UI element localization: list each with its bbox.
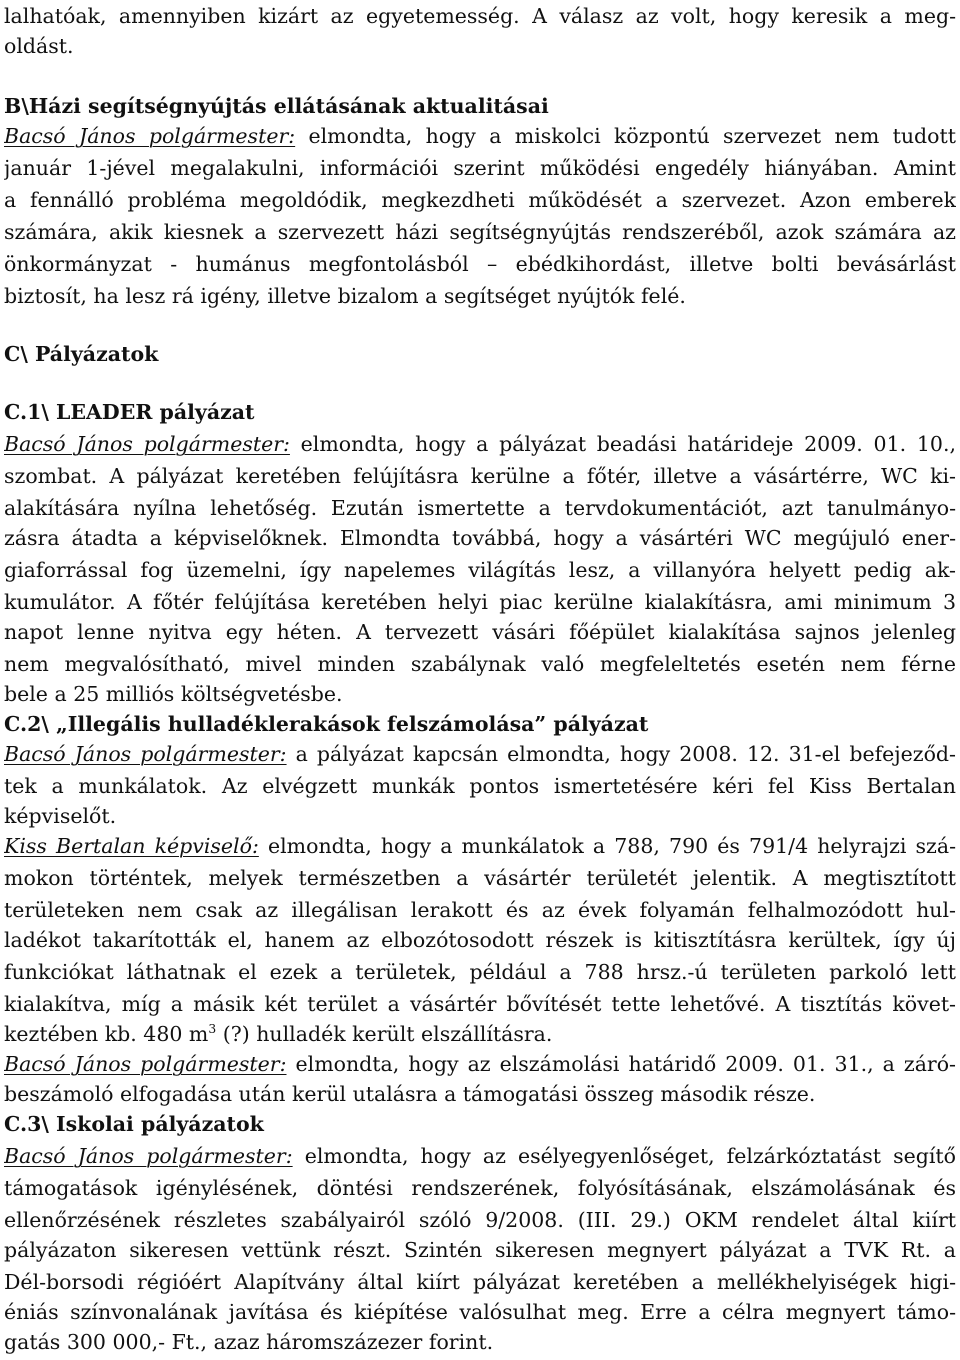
speaker-text: a pályázat kapcsán elmondta, hogy 2008. 12. 31-el befejeződ- (286, 742, 956, 766)
paragraph-line: giaforrással fog üzemelni, így napelemes világítás lesz, a villanyóra helyett pedig ak- (4, 558, 956, 582)
speaker-text: elmondta, hogy az esélyegyenlőséget, felzárkóztatást segítő (292, 1144, 956, 1168)
paragraph-line: kumulátor. A főtér felújítása keretében helyi piac kerülne kialakításra, ami minimum 3 (4, 590, 956, 614)
speaker-name: Bacsó János polgármester: (4, 1144, 293, 1168)
line-text: keztében kb. 480 m (4, 1022, 209, 1046)
paragraph-line: szombat. A pályázat keretében felújításra kerülne a főtér, illetve a vásártérre, WC ki- (4, 464, 956, 488)
paragraph-line: pályázaton sikeresen vettünk részt. Szintén sikeresen megnyert pályázat a TVK Rt. a (4, 1238, 956, 1262)
paragraph-line: január 1-jével megalakulni, információi szerint működési engedély hiányában. Amint (4, 156, 956, 180)
paragraph-line (4, 1020, 956, 1050)
paragraph-line: képviselőt. (4, 804, 117, 828)
paragraph-line: zásra átadta a képviselőknek. Elmondta továbbá, hogy a vásártéri WC megújuló ener- (4, 526, 956, 550)
paragraph-line: számára, akik kiesnek a szervezett házi segítségnyújtás rendszeréből, azok számára az (4, 220, 956, 244)
paragraph-line (4, 832, 956, 862)
paragraph-line (4, 430, 956, 460)
superscript: 3 (208, 1022, 217, 1037)
subsection-heading-c2: C.2\ „Illegális hulladéklerakások felszámolása” pályázat (4, 712, 649, 736)
section-heading-c: C\ Pályázatok (4, 342, 159, 366)
paragraph-line: beszámoló elfogadása után kerül utalásra a támogatási összeg második része. (4, 1082, 816, 1106)
paragraph-line: gatás 300 000,- Ft., azaz háromszázezer forint. (4, 1330, 494, 1354)
paragraph-line: nem megvalósítható, mivel minden szabálynak való megfeleltetés esetén nem férne (4, 652, 956, 676)
paragraph-line (4, 1142, 956, 1172)
paragraph-line: biztosít, ha lesz rá igény, illetve bizalom a segítséget nyújtók felé. (4, 284, 686, 308)
paragraph-line: oldást. (4, 34, 74, 58)
speaker-text: elmondta, hogy a pályázat beadási határideje 2009. 01. 10., (289, 432, 956, 456)
paragraph-line: bele a 25 milliós költségvetésbe. (4, 682, 343, 706)
subsection-heading-c3: C.3\ Iskolai pályázatok (4, 1112, 264, 1136)
paragraph-line: lalhatóak, amennyiben kizárt az egyetemesség. A válasz az volt, hogy keresik a meg- (4, 4, 956, 28)
speaker-name: Bacsó János polgármester: (4, 432, 290, 456)
speaker-text: elmondta, hogy az elszámolási határidő 2009. 01. 31., a záró- (286, 1052, 956, 1076)
speaker-text: elmondta, hogy a miskolci központú szervezet nem tudott (295, 124, 956, 148)
section-heading-b: B\Házi segítségnyújtás ellátásának aktualitásai (4, 94, 549, 118)
speaker-text: elmondta, hogy a munkálatok a 788, 790 és 791/4 helyrajzi szá- (258, 834, 956, 858)
paragraph-line: napot lenne nyitva egy héten. A tervezett vásári főépület kialakítása sajnos jelenleg (4, 620, 956, 644)
speaker-name: Kiss Bertalan képviselő: (4, 834, 259, 858)
speaker-name: Bacsó János polgármester: (4, 1052, 287, 1076)
paragraph-line: területeken nem csak az illegálisan lerakott és az évek folyamán felhalmozódott hul- (4, 898, 956, 922)
paragraph-line (4, 740, 956, 770)
paragraph-line: ladékot takarították el, hanem az elbozótosodott részek is kitisztításra kerültek, így új (4, 928, 956, 952)
paragraph-line: önkormányzat - humánus megfontolásból – ebédkihordást, illetve bolti bevásárlást (4, 252, 956, 276)
paragraph-line: ellenőrzésének részletes szabályairól szóló 9/2008. (III. 29.) OKM rendelet által kiírt (4, 1208, 956, 1232)
paragraph-line: a fennálló probléma megoldódik, megkezdheti működését a szervezet. Azon emberek (4, 188, 956, 212)
paragraph-line: éniás színvonalának javítása és kiépítése valósulhat meg. Erre a célra megnyert támo- (4, 1300, 956, 1324)
paragraph-line: funkciókat láthatnak el ezek a területek, például a 788 hrsz.-ú területen parkoló lett (4, 960, 956, 984)
paragraph-line: Dél-borsodi régióért Alapítvány által kiírt pályázat keretében a mellékhelyiségek higi- (4, 1270, 956, 1294)
paragraph-line: támogatások igénylésének, döntési rendszerének, folyósításának, elszámolásának és (4, 1176, 956, 1200)
paragraph-line: kialakítva, míg a másik két terület a vásártér bővítését tette lehetővé. A tisztítás követ- (4, 992, 956, 1016)
subsection-heading-c1: C.1\ LEADER pályázat (4, 400, 255, 424)
paragraph-line (4, 122, 956, 152)
speaker-name: Bacsó János polgármester: (4, 742, 287, 766)
speaker-name: Bacsó János polgármester: (4, 124, 296, 148)
paragraph-line (4, 1050, 956, 1080)
line-text: (?) hulladék került elszállításra. (216, 1022, 553, 1046)
paragraph-line: alakítására nyílna lehetőség. Ezután ismertette a tervdokumentációt, azt tanulmányo- (4, 496, 956, 520)
paragraph-line: mokon történtek, melyek természetben a vásártér területét jelentik. A megtisztított (4, 866, 956, 890)
paragraph-line: tek a munkálatok. Az elvégzett munkák pontos ismertetésére kéri fel Kiss Bertalan (4, 774, 956, 798)
